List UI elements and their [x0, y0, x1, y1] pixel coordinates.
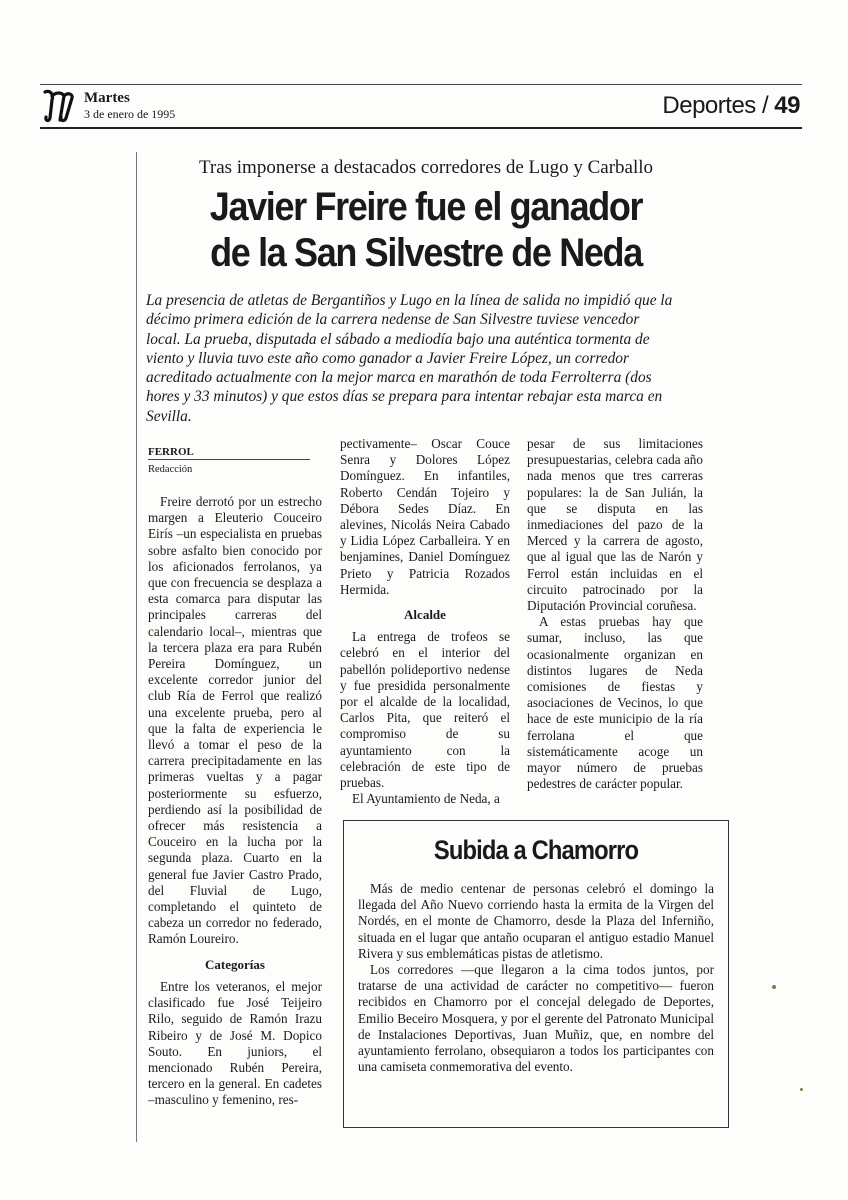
headline-line-1: Javier Freire fue el ganador — [209, 185, 643, 229]
article-kicker: Tras imponerse a destacados corredores de Lugo y Carballo — [198, 157, 654, 178]
paragraph: Entre los veteranos, el mejor clasificado fue José Teijeiro Rilo, seguido de Ramón Irazu Ribeiro y de José M. Dopico Souto. En juniors, el mencionado Rubén Pereira, tercero en la general. En cadetes –masculino y femenino, res- — [148, 978, 322, 1108]
masthead-bottom-rule — [40, 127, 802, 129]
newspaper-logo-icon — [42, 88, 76, 124]
page-number: 49 — [774, 92, 800, 119]
subhead-categorias: Categorías — [205, 956, 265, 972]
paragraph: El Ayuntamiento de Neda, a — [352, 791, 500, 807]
sidebar-box — [343, 820, 729, 1128]
paragraph: La entrega de trofeos se celebró en el interior del pabellón polideportivo nedense y fue presidida personalmente por el alcalde de la localidad, Carlos Pita, que reiteró el compromiso de su ayuntamiento con la celebración de este tipo de pruebas. — [340, 629, 510, 791]
paragraph: Los corredores —que llegaron a la cima todos juntos, por tratarse de una actividad de carácter no competitivo— fueron recibidos en Chamorro por el concejal delegado de Deportes, Emilio Beceiro Mosquera, y por el gerente del Patronato Municipal de Instalaciones Deportivas, Juan Muñiz, que, en nombre del ayuntamiento ferrolano, obsequiaron a todos los participantes con una camiseta conmemorativa del evento. — [358, 962, 714, 1075]
masthead-day: Martes — [84, 90, 130, 106]
article-column-3 — [527, 436, 703, 792]
section-label — [662, 92, 800, 120]
byline-author: Redacción — [148, 464, 193, 475]
masthead-date: 3 de enero de 1995 — [84, 107, 176, 121]
section-name: Deportes / — [662, 92, 769, 119]
column-divider — [136, 152, 137, 1142]
paragraph: pectivamente– Oscar Couce Senra y Dolores López Domínguez. En infantiles, Roberto Cendán Tojeiro y Débora Sedes Díaz. En alevines, Nicolás Neira Cabado y Lidia López Carballeira. Y en benjamines, Daniel Domínguez Prieto y Patricia Rozados Hermida. — [340, 436, 510, 597]
sidebar-body — [358, 881, 714, 1075]
article-column-1 — [148, 494, 322, 1109]
paragraph: Más de medio centenar de personas celebró el domingo la llegada del Año Nuevo corriendo hasta la ermita de la Virgen del Nordés, en el monte de Chamorro, desde la Plaza del Inferniño, situada en el lugar que antaño ocuparan el antiguo estadio Manuel Rivera y sus emblemáticas pistas de atletismo. — [358, 881, 714, 961]
paragraph: A estas pruebas hay que sumar, incluso, las que ocasionalmente organizan en distintos lugares de Neda comisiones de fiestas y asociaciones de Vecinos, lo que hace de este municipio de la ría ferrolana el que sistemáticamente acoge un mayor número de pruebas pedestres de carácter popular. — [527, 614, 703, 792]
paragraph: Freire derrotó por un estrecho margen a Eleuterio Couceiro Eirís –un especialista en pruebas sobre asfalto bien conocido por los aficionados ferrolanos, ya que con frecuencia se desplaza a esta comarca para disputar las principales carreras del calendario local–, mientras que la tercera plaza era para Rubén Pereira Domínguez, un excelente corredor junior del club Ría de Ferrol que realizó una excelente prueba, pero al que la falta de experiencia le llevó a tomar el peso de la carrera precipitadamente en las primeras vueltas y a pagar posteriormente su esfuerzo, perdiendo así la posibilidad de ofrecer más resistencia a Couceiro en la lucha por la segunda plaza. Cuarto en la general fue Javier Castro Prado, del Fluvial de Lugo, completando el quinteto de cabeza un corredor no federado, Ramón Loureiro. — [148, 494, 322, 947]
headline-line-2: de la San Silvestre de Neda — [210, 231, 642, 275]
paper-speck — [772, 985, 776, 989]
article-lead: La presencia de atletas de Bergantiños y Lugo en la línea de salida no impidió que la décimo primera edición de la carrera nedense de San Silvestre tuviese vencedor local. La prueba, disputada el sábado a mediodía bajo una auténtica tormenta de viento y lluvia tuvo este año como ganador a Javier Freire López, un corredor acreditado actualmente con la mejor marca en marathón de toda Ferrolterra (dos hores y 33 minutos) y que estos días se prepara para intentar rebajar esta marca en Sevilla. — [146, 292, 673, 425]
article-column-2 — [340, 436, 510, 807]
sidebar-title: Subida a Chamorro — [433, 835, 639, 865]
article-headline — [165, 184, 687, 276]
byline-place: FERROL — [148, 446, 310, 460]
paper-speck — [800, 1088, 803, 1091]
masthead-top-rule — [40, 84, 802, 85]
paragraph: pesar de sus limitaciones presupuestarias, celebra cada año nada menos que tres carreras populares: la de San Julián, la que se disputa en las inmediaciones del pazo de la Merced y la carrera de agosto, que al igual que las de Narón y Ferrol están incluidas en el circuito patrocinado por la Diputación Provincial coruñesa. — [527, 436, 703, 614]
subhead-alcalde: Alcalde — [404, 607, 446, 623]
